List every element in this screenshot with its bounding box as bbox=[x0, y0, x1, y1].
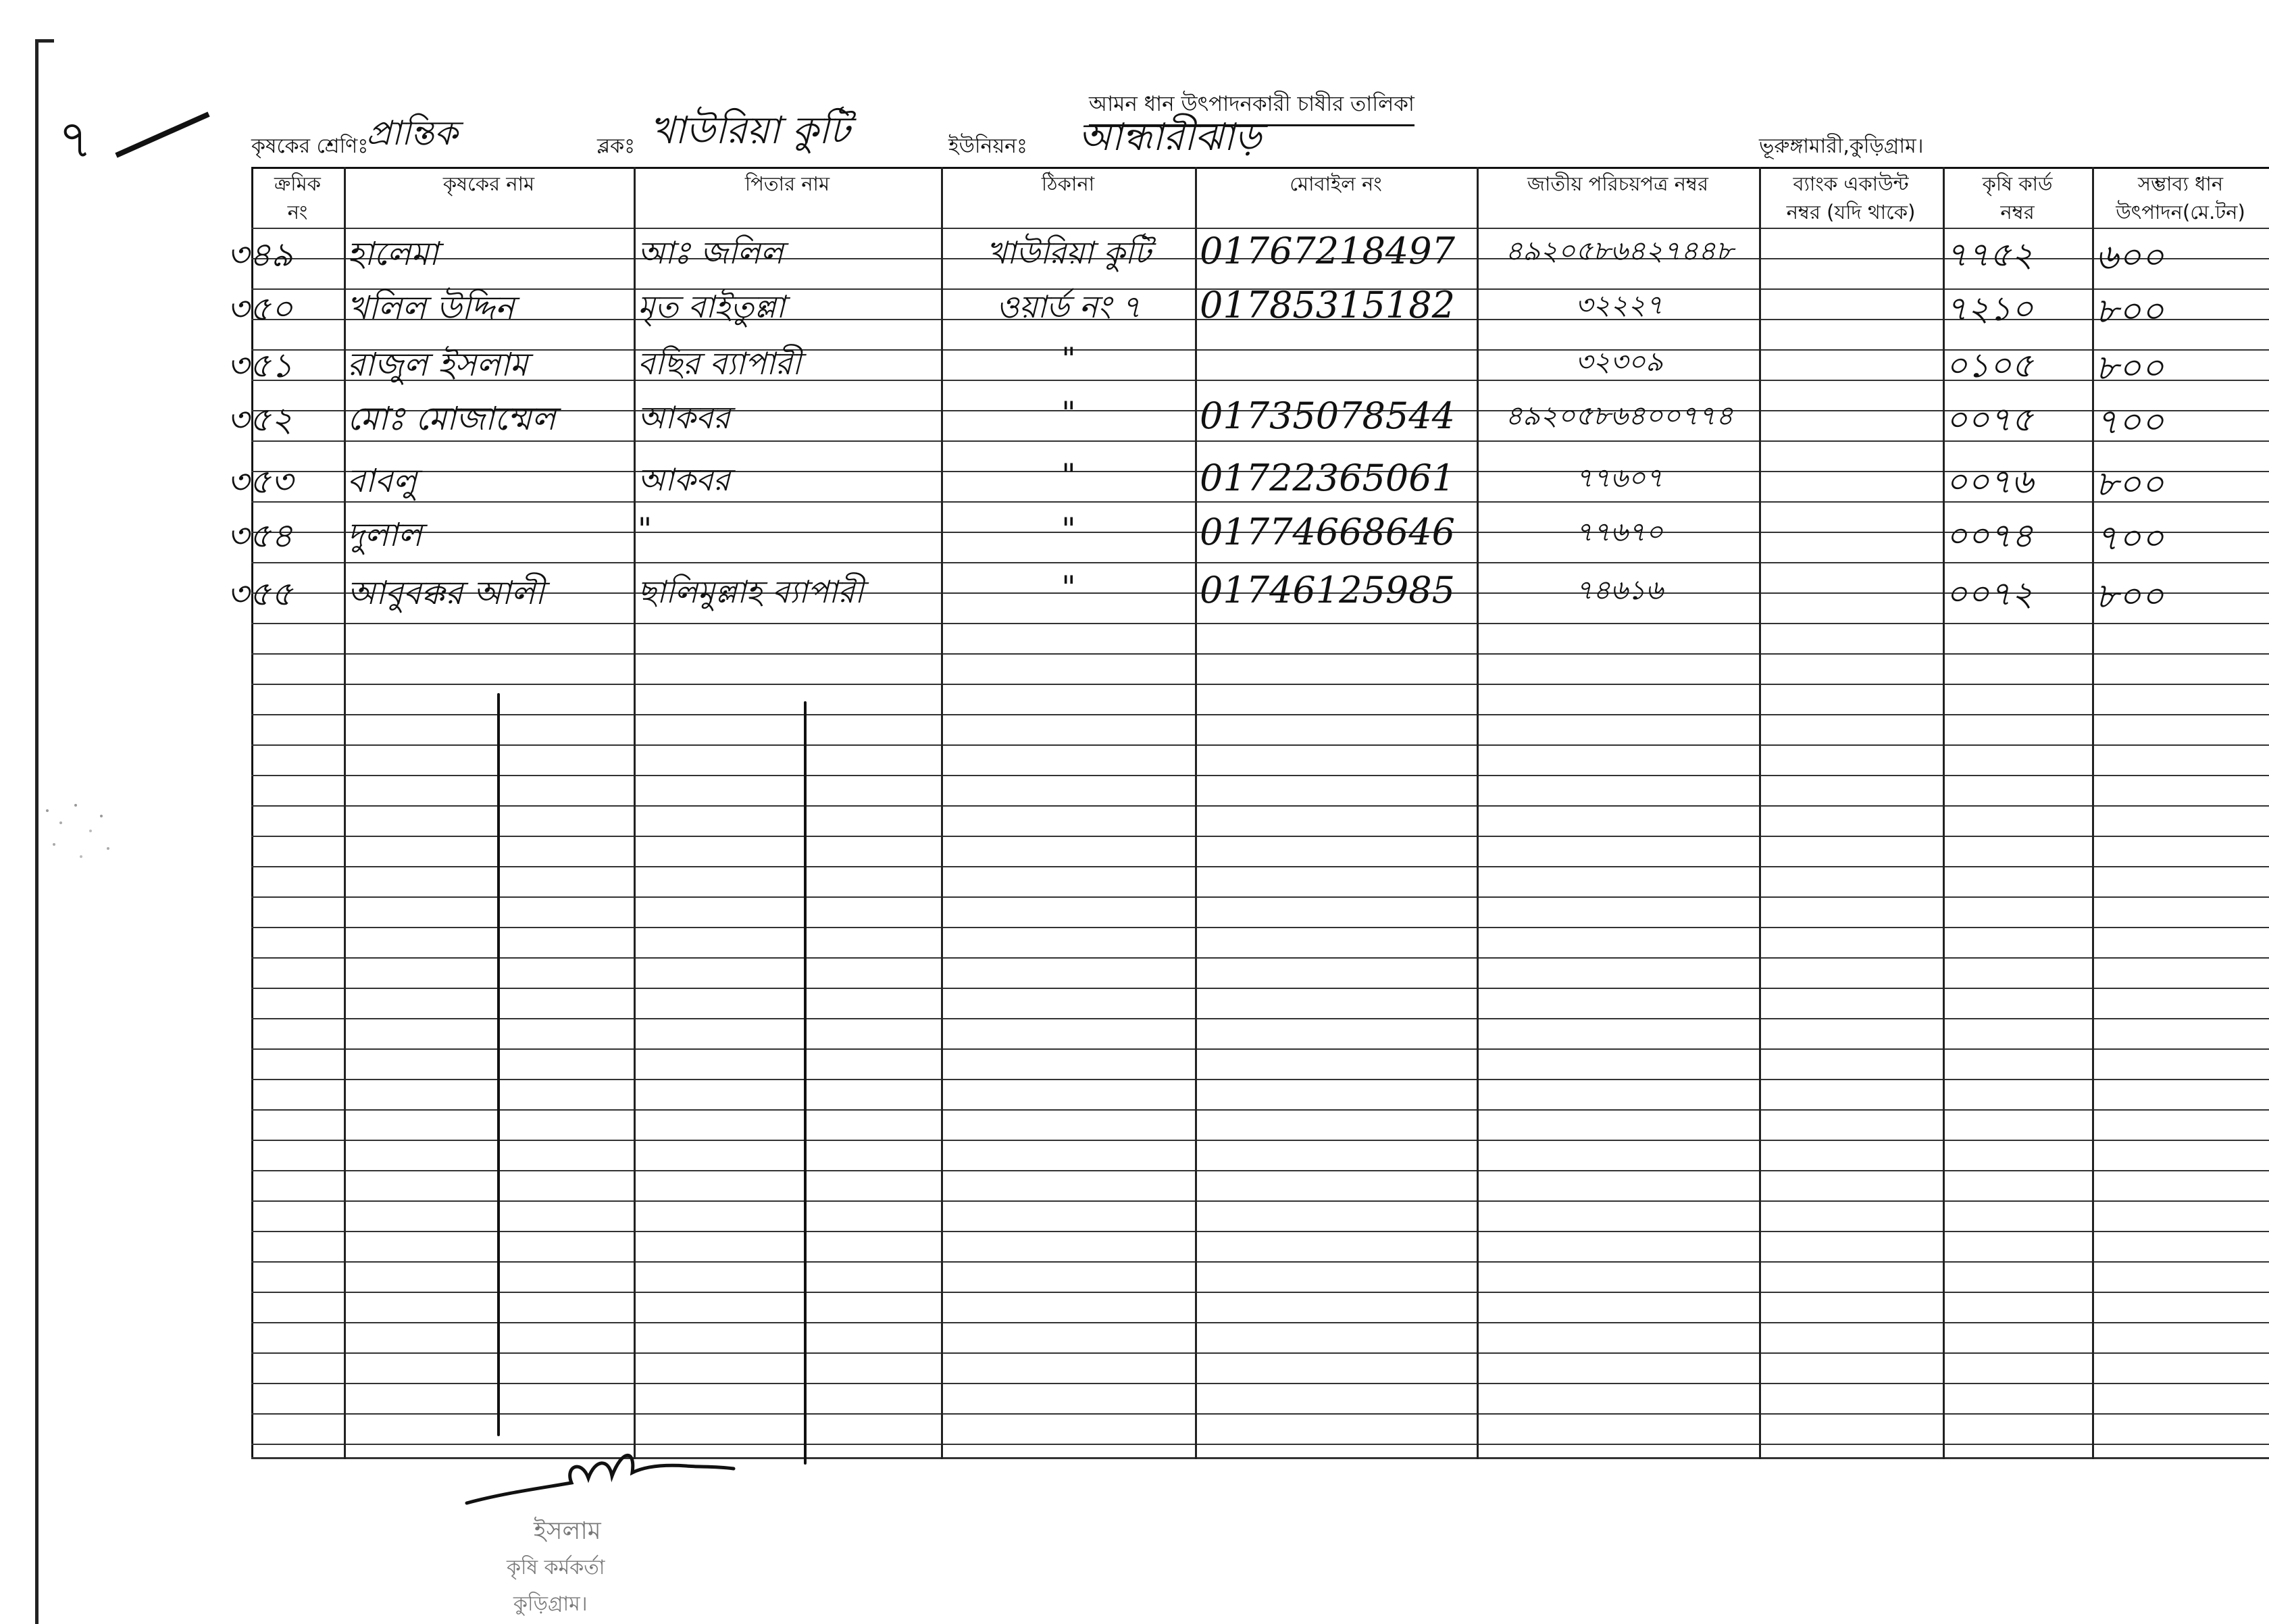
col-rule bbox=[1477, 167, 1479, 1459]
row-rule bbox=[251, 1109, 2269, 1111]
col-header-nid: জাতীয় পরিচয়পত্র নম্বর bbox=[1527, 172, 1708, 195]
col-rule bbox=[2092, 167, 2094, 1459]
col-header-production: সম্ভাব্য ধান উৎপাদন(মে.টন) bbox=[2116, 172, 2245, 224]
cell-card: ০০৭৫ bbox=[1945, 400, 2033, 439]
row-rule bbox=[251, 1200, 2269, 1202]
row-rule bbox=[251, 836, 2269, 837]
cell-nid: ৩২৩০৯ bbox=[1575, 347, 1663, 378]
cell-address: " bbox=[1061, 457, 1076, 493]
stamp-line-1: ইসলাম bbox=[534, 1517, 601, 1545]
cell-mobile: 01746125985 bbox=[1200, 569, 1455, 611]
location-text: ভূরুঙ্গামারী,কুড়িগ্রাম। bbox=[1759, 134, 1924, 158]
row-rule bbox=[251, 1413, 2269, 1415]
row-rule bbox=[251, 805, 2269, 807]
cell-production: ৬০০ bbox=[2095, 237, 2164, 278]
cell-mobile: 01735078544 bbox=[1200, 395, 1455, 437]
col-header-father-name: পিতার নাম bbox=[744, 172, 830, 195]
cell-serial: ৩৫৫ bbox=[227, 574, 293, 613]
cell-card: ৭২১০ bbox=[1945, 289, 2033, 328]
row-rule bbox=[251, 1018, 2269, 1019]
row-rule bbox=[251, 714, 2269, 715]
cell-name: দুলাল bbox=[347, 516, 422, 554]
cell-name: রাজুল ইসলাম bbox=[347, 346, 528, 384]
blank-strike-line bbox=[804, 701, 807, 1465]
row-rule bbox=[251, 1079, 2269, 1080]
block-label: ব্লকঃ bbox=[597, 134, 636, 158]
col-rule bbox=[634, 167, 636, 1459]
cell-name: আবুবক্কর আলী bbox=[347, 574, 544, 612]
col-header-mobile: মোবাইল নং bbox=[1290, 172, 1382, 195]
cell-serial: ৩৪৯ bbox=[227, 235, 293, 274]
handwritten-dash-mark bbox=[115, 111, 209, 157]
cell-name: হালেমা bbox=[347, 235, 438, 273]
union-value: আন্ধারীঝাড় bbox=[1078, 116, 1262, 159]
scan-speckle bbox=[41, 797, 122, 878]
row-rule bbox=[251, 1261, 2269, 1263]
cell-production: ৮০০ bbox=[2095, 291, 2164, 332]
blank-strike-line bbox=[497, 693, 500, 1436]
cell-card: ০১০৫ bbox=[1945, 346, 2033, 385]
cell-name: খলিল উদ্দিন bbox=[347, 289, 515, 327]
row-rule bbox=[251, 957, 2269, 959]
row-rule bbox=[251, 1352, 2269, 1354]
stamp-line-2: কৃষি কর্মকর্তা bbox=[507, 1556, 605, 1579]
cell-production: ৮০০ bbox=[2095, 464, 2164, 505]
cell-father: আঃ জলিল bbox=[638, 234, 784, 271]
col-header-bank-account: ব্যাংক একাউন্ট নম্বর (যদি থাকে) bbox=[1786, 172, 1916, 224]
row-rule bbox=[251, 775, 2269, 776]
row-rule bbox=[251, 1048, 2269, 1050]
cell-address: " bbox=[1061, 340, 1076, 377]
cell-production: ৮০০ bbox=[2095, 576, 2164, 617]
cell-serial: ৩৫১ bbox=[227, 346, 293, 385]
cell-father: আকবর bbox=[638, 461, 730, 498]
block-value: খাউরিয়া কুটি bbox=[650, 109, 850, 153]
cell-mobile: 01774668646 bbox=[1200, 511, 1455, 553]
cell-name: মোঃ মোজাম্মেল bbox=[347, 400, 556, 438]
col-rule bbox=[344, 167, 346, 1459]
officer-stamp bbox=[446, 1513, 605, 1623]
row-rule bbox=[251, 1444, 2269, 1445]
cell-address: " bbox=[1061, 569, 1076, 605]
cell-address: ওয়ার্ড নং ৭ bbox=[996, 288, 1142, 325]
col-header-serial: ক্রমিক নং bbox=[274, 172, 321, 224]
col-header-address: ঠিকানা bbox=[1041, 172, 1095, 195]
row-rule bbox=[251, 653, 2269, 655]
left-margin-rule bbox=[35, 39, 39, 1624]
page-number: ৭ bbox=[58, 109, 93, 170]
cell-nid: ৭৪৬১৬ bbox=[1575, 575, 1663, 606]
officer-signature bbox=[463, 1446, 747, 1513]
col-rule bbox=[1195, 167, 1197, 1459]
cell-serial: ৩৫০ bbox=[227, 289, 293, 328]
cell-production: ৮০০ bbox=[2095, 348, 2164, 388]
cell-card: ০০৭৬ bbox=[1945, 462, 2034, 501]
col-rule bbox=[1759, 167, 1761, 1459]
cell-mobile: 01785315182 bbox=[1200, 284, 1455, 326]
cell-serial: ৩৫৪ bbox=[227, 516, 293, 555]
cell-father: মৃত বাইতুল্লা bbox=[638, 288, 786, 325]
row-rule bbox=[251, 684, 2269, 685]
row-rule bbox=[251, 988, 2269, 989]
cell-name: বাবলু bbox=[347, 462, 417, 500]
cell-production: ৭০০ bbox=[2095, 518, 2164, 559]
cell-father: ছালিমুল্লাহ ব্যাপারী bbox=[638, 574, 864, 610]
cell-nid: ৩২২২৭ bbox=[1575, 290, 1664, 321]
row-rule bbox=[251, 927, 2269, 928]
row-rule bbox=[251, 1231, 2269, 1232]
cell-address: " bbox=[1061, 395, 1076, 431]
stamp-line-3: কুড়িগ্রাম। bbox=[513, 1592, 588, 1616]
col-header-farmer-name: কৃষকের নাম bbox=[442, 172, 535, 195]
cell-card: ০০৭৪ bbox=[1945, 516, 2033, 555]
farmer-category-label: কৃষকের শ্রেণিঃ bbox=[251, 134, 369, 158]
row-rule bbox=[251, 896, 2269, 898]
row-rule bbox=[251, 228, 2269, 229]
cell-father: " bbox=[638, 511, 653, 547]
row-rule bbox=[251, 866, 2269, 867]
document-title: আমন ধান উৎপাদনকারী চাষীর তালিকা bbox=[1089, 88, 1414, 126]
row-rule bbox=[251, 744, 2269, 746]
row-rule bbox=[251, 1322, 2269, 1323]
union-label: ইউনিয়নঃ bbox=[948, 134, 1028, 158]
cell-production: ৭০০ bbox=[2095, 402, 2164, 442]
row-rule bbox=[251, 1292, 2269, 1293]
col-header-krishi-card: কৃষি কার্ড নম্বর bbox=[1982, 172, 2053, 224]
cell-nid: ৭৭৬৭০ bbox=[1575, 517, 1664, 548]
row-rule bbox=[251, 1140, 2269, 1141]
cell-nid: ৭৭৬০৭ bbox=[1575, 463, 1664, 494]
col-rule bbox=[1943, 167, 1945, 1459]
cell-father: আকবর bbox=[638, 399, 730, 436]
cell-serial: ৩৫২ bbox=[227, 400, 293, 439]
cell-card: ০০৭২ bbox=[1945, 574, 2034, 613]
cell-nid: ৪৯২০৫৮৬৪০০৭৭৪ bbox=[1505, 401, 1733, 432]
cell-address: খাউরিয়া কুটি bbox=[986, 234, 1151, 271]
cell-mobile: 01722365061 bbox=[1200, 457, 1455, 499]
cell-mobile: 01767218497 bbox=[1200, 230, 1455, 272]
cell-father: বছির ব্যাপারী bbox=[638, 345, 801, 382]
cell-serial: ৩৫৩ bbox=[227, 462, 293, 501]
left-margin-tick bbox=[35, 39, 54, 43]
row-rule bbox=[251, 1383, 2269, 1384]
cell-address: " bbox=[1061, 511, 1076, 547]
row-rule bbox=[251, 1170, 2269, 1171]
cell-nid: ৪৯২০৫৮৬৪২৭৪৪৮ bbox=[1505, 236, 1733, 267]
cell-card: ৭৭৫২ bbox=[1945, 235, 2033, 274]
farmer-category-value: প্রান্তিক bbox=[366, 113, 458, 153]
